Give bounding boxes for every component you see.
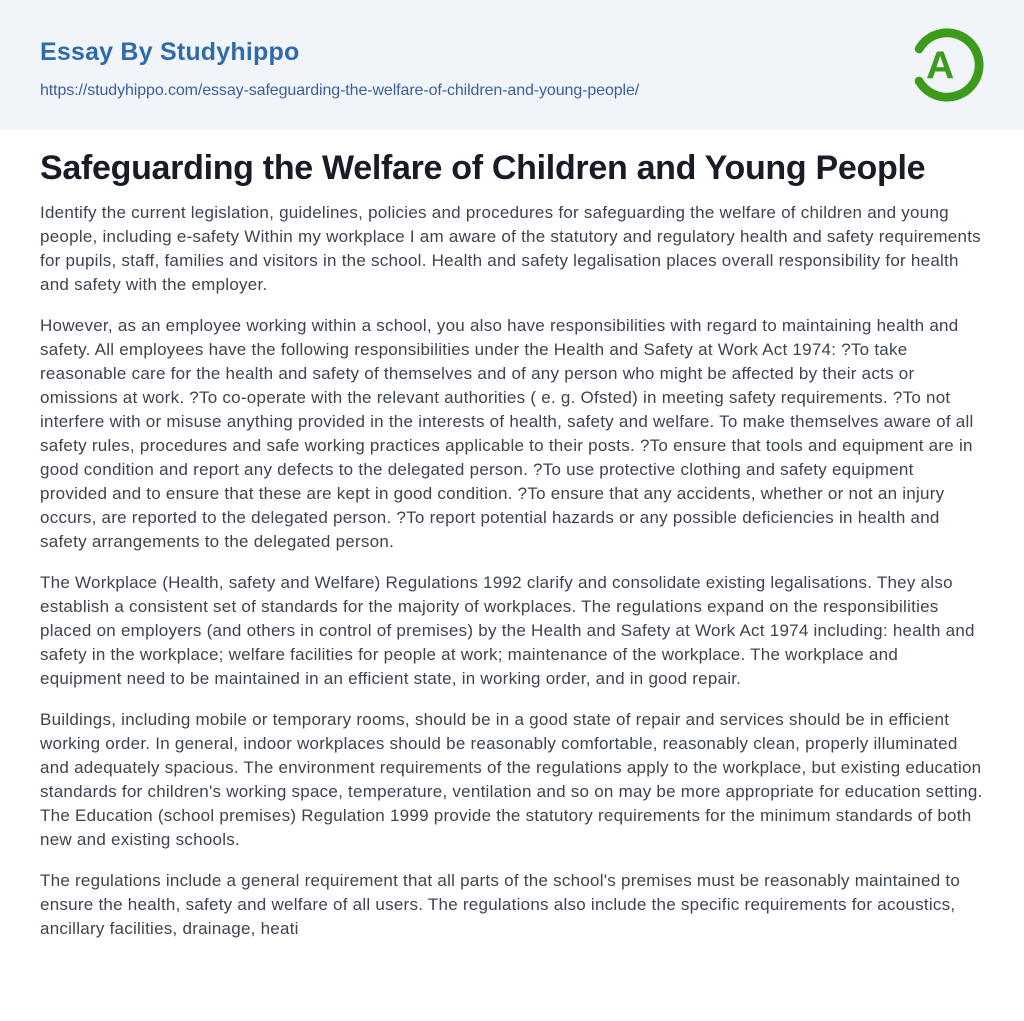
page-header (0, 0, 1024, 130)
page-title: Safeguarding the Welfare of Children and Young People (40, 149, 926, 187)
essay-paragraph: The regulations include a general requirement that all parts of the school's premises must be reasonably maintained to ensure the health, safety and welfare of all users. The regulations also include the specific requirements for acoustics, ancillary facilities, drainage, heati (40, 871, 961, 938)
brand-logo-icon (908, 26, 986, 104)
essay-paragraph: The Workplace (Health, safety and Welfare) Regulations 1992 clarify and consolidate existing legalisations. They also establish a consistent set of standards for the majority of workplaces. The regulations expand on the responsibilities placed on employers (and others in control of premises) by the Health and Safety at Work Act 1974 including: health and safety in the workplace; welfare facilities for people at work; maintenance of the workplace. The workplace and equipment need to be maintained in an efficient state, in working order, and in good repair. (40, 573, 975, 688)
logo-letter: A (926, 44, 955, 88)
essay-paragraph: Identify the current legislation, guidelines, policies and procedures for safeguarding the welfare of children and young people, including e-safety Within my workplace I am aware of the statutory and regulatory health and safety requirements for pupils, staff, families and visitors in the school. Health and safety legalisation places overall responsibility for health and safety with the employer. (40, 203, 981, 294)
source-url[interactable]: https://studyhippo.com/essay-safeguarding-the-welfare-of-children-and-young-people/ (40, 82, 640, 99)
header-text-block (40, 38, 639, 100)
site-title: Essay By Studyhippo (40, 38, 300, 66)
brand-logo (908, 26, 986, 104)
article (0, 130, 1024, 941)
essay-paragraph: However, as an employee working within a school, you also have responsibilities with regard to maintaining health and safety. All employees have the following responsibilities under the Health and Safety at Work Act 1974: ?To take reasonable care for the health and safety of themselves and of any person who might be affected by their acts or omissions at work. ?To co-operate with the relevant authorities ( e. g. Ofsted) in meeting safety requirements. ?To not interfere with or misuse anything provided in the interests of health, safety and welfare. To make themselves aware of all safety rules, procedures and safe working practices applicable to their posts. ?To ensure that tools and equipment are in good condition and report any defects to the delegated person. ?To use protective clothing and safety equipment provided and to ensure that these are kept in good condition. ?To ensure that any accidents, whether or not an injury occurs, are reported to the delegated person. ?To report potential hazards or any possible deficiencies in health and safety arrangements to the delegated person. (40, 316, 974, 551)
essay-paragraph: Buildings, including mobile or temporary rooms, should be in a good state of repair and services should be in efficient working order. In general, indoor workplaces should be reasonably comfortable, reasonably clean, properly illuminated and adequately spacious. The environment requirements of the regulations apply to the workplace, but existing education standards for children's working space, temperature, ventilation and so on may be more appropriate for education setting. The Education (school premises) Regulation 1999 provide the statutory requirements for the minimum standards of both new and existing schools. (40, 710, 983, 849)
